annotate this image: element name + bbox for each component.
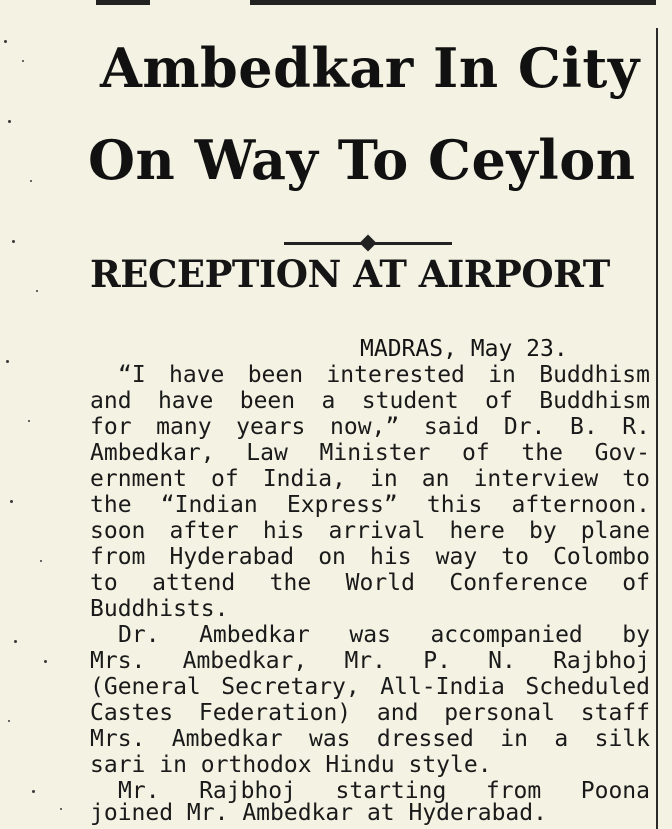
print-speck	[10, 500, 13, 503]
top-rule-gap	[150, 0, 250, 5]
body-line: Ambedkar, Law Minister of the Gov-	[90, 440, 650, 466]
print-speck	[44, 660, 47, 663]
body-line: Buddhists.	[90, 596, 229, 622]
print-speck	[28, 420, 30, 422]
print-speck	[12, 240, 15, 243]
headline-line-1: Ambedkar In City	[100, 36, 640, 100]
print-speck	[30, 180, 32, 182]
body-line: sari in orthodox Hindu style.	[90, 752, 492, 778]
print-speck	[40, 560, 42, 562]
print-speck	[4, 40, 7, 43]
print-speck	[32, 790, 35, 793]
body-line: soon after his arrival here by plane	[90, 518, 650, 544]
headline-line-2: On Way To Ceylon	[88, 128, 636, 192]
print-speck	[8, 120, 11, 123]
print-speck	[8, 720, 10, 722]
body-line: (General Secretary, All-India Scheduled	[90, 674, 650, 700]
body-line: ernment of India, in an interview to	[90, 466, 650, 492]
dateline: MADRAS, May 23.	[360, 336, 568, 362]
body-line: Mr. Rajbhoj starting from Poona	[118, 778, 650, 804]
body-line: to attend the World Conference of	[90, 570, 650, 596]
divider-ornament	[360, 235, 377, 252]
body-line: Dr. Ambedkar was accompanied by	[118, 622, 650, 648]
body-line: Castes Federation) and personal staff	[90, 700, 650, 726]
print-speck	[14, 640, 17, 643]
print-speck	[36, 290, 38, 292]
subheadline: RECEPTION AT AIRPORT	[90, 252, 610, 296]
column-border	[656, 28, 658, 829]
body-line: Mrs. Ambedkar was dressed in a silk	[90, 726, 650, 752]
body-line: Mrs. Ambedkar, Mr. P. N. Rajbhoj	[90, 648, 650, 674]
body-line: “I have been interested in Buddhism	[118, 362, 650, 388]
body-line: the “Indian Express” this afternoon.	[90, 492, 650, 518]
body-line: joined Mr. Ambedkar at Hyderabad.	[90, 800, 547, 826]
print-speck	[22, 60, 24, 62]
body-line: for many years now,” said Dr. B. R.	[90, 414, 650, 440]
body-line: from Hyderabad on his way to Colombo	[90, 544, 650, 570]
print-speck	[6, 360, 9, 363]
print-speck	[60, 808, 62, 810]
body-line: and have been a student of Buddhism	[90, 388, 650, 414]
